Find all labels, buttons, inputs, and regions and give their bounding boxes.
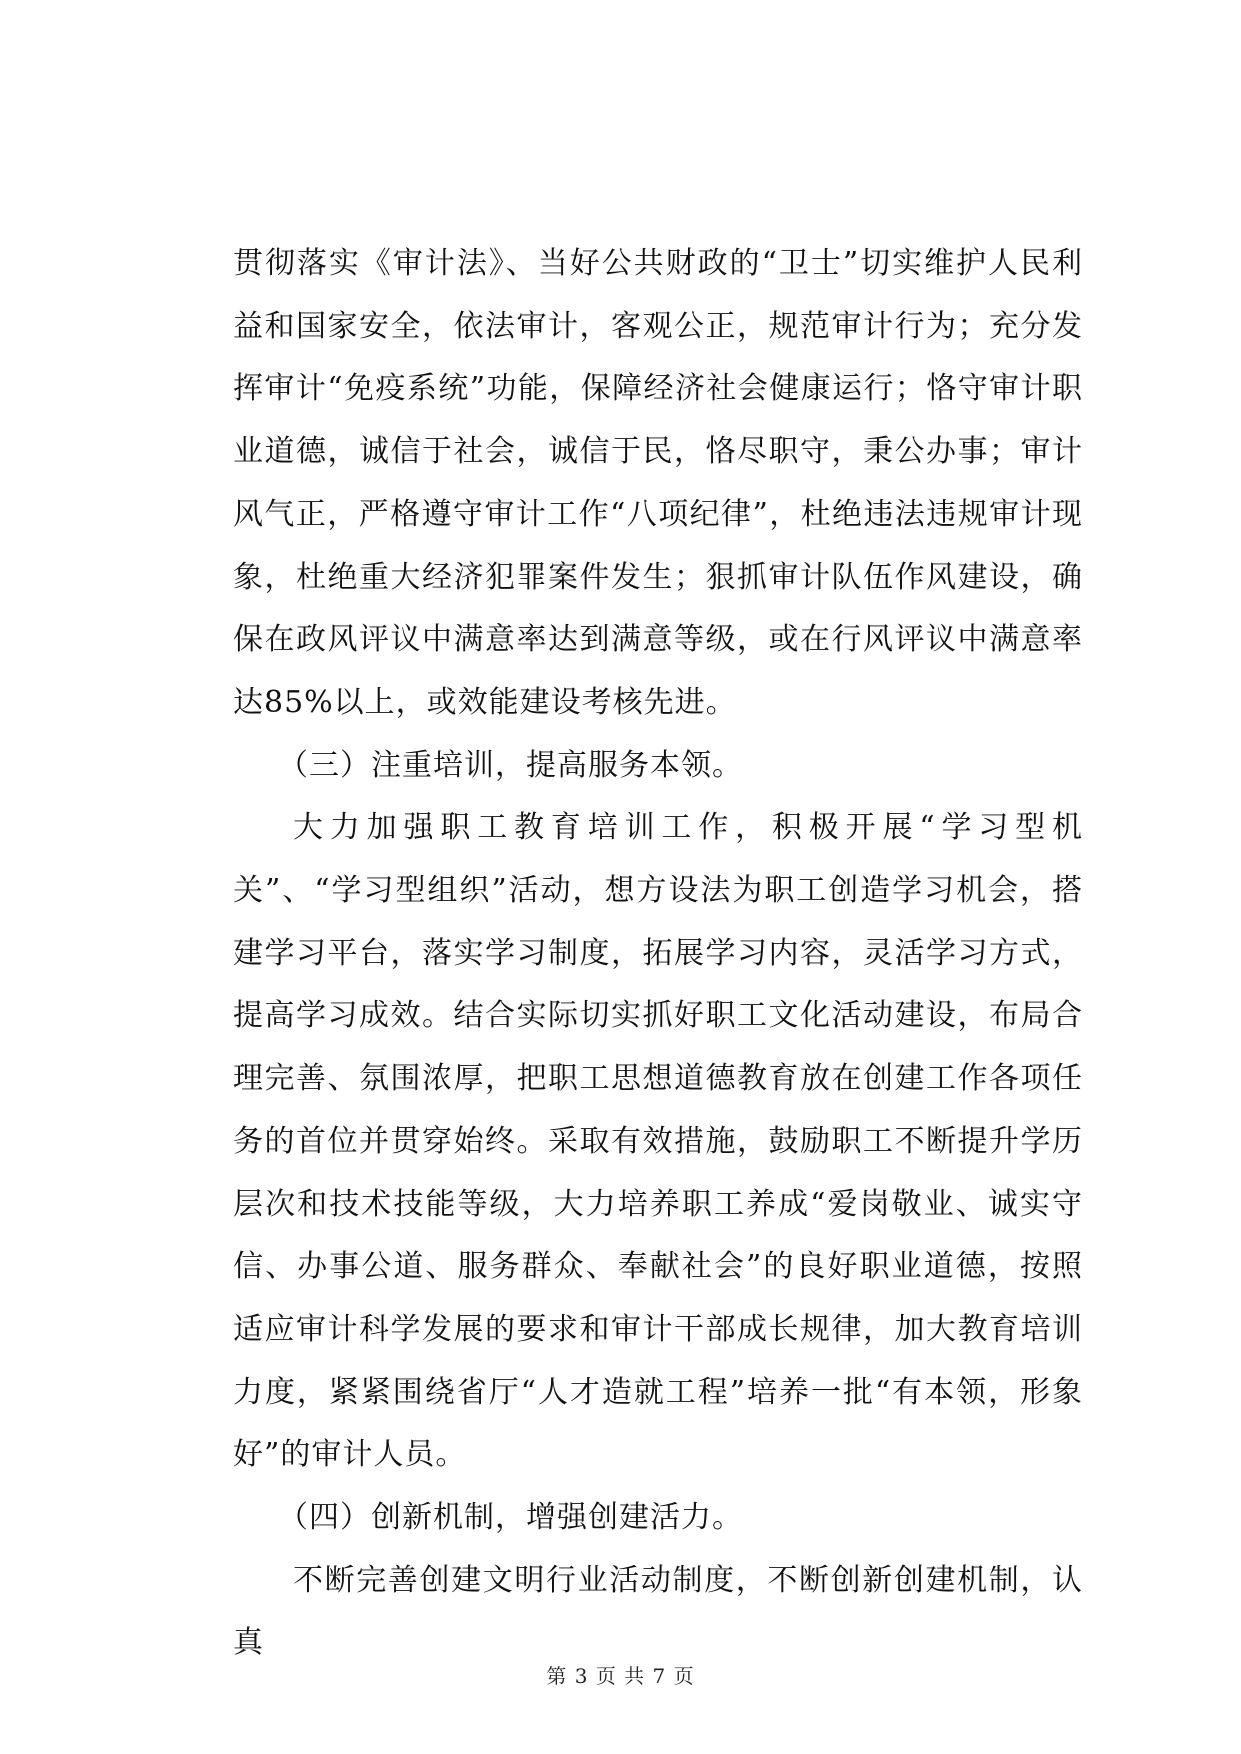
body-paragraph-2: 大力加强职工教育培训工作，积极开展“学习型机关”、“学习型组织”活动，想方设法为职工创造学习机会，搭建学习平台，落实学习制度，拓展学习内容，灵活学习方式，提高学习成效。结合实际切实抓好职工文化活动建设，布局合理完善、氛围浓厚，把职工思想道德教育放在创建工作各项任务的首位并贯穿始终。采取有效措施，鼓励职工不断提升学历层次和技术技能等级，大力培养职工养成“爱岗敬业、诚实守信、办事公道、服务群众、奉献社会”的良好职业道德，按照适应审计科学发展的要求和审计干部成长规律，加大教育培训力度，紧紧围绕省厅“人才造就工程”培养一批“有本领，形象好”的审计人员。 — [233, 810, 1083, 1473]
body-paragraph-3: 不断完善创建文明行业活动制度，不断创新创建机制，认真 — [233, 1562, 1083, 1661]
section-heading-3: （三）注重培训，提高服务本领。 — [278, 747, 743, 783]
page-number-footer: 第 3 页 共 7 页 — [546, 1664, 695, 1688]
body-paragraph-1: 贯彻落实《审计法》、当好公共财政的“卫士”切实维护人民利益和国家安全，依法审计，客观公正，规范审计行为；充分发挥审计“免疫系统”功能，保障经济社会健康运行；恪守审计职业道德，诚信于社会，诚信于民，恪尽职守，秉公办事；审计风气正，严格遵守审计工作“八项纪律”，杜绝违法违规审计现象，杜绝重大经济犯罪案件发生；狠抓审计队伍作风建设，确保在政风评议中满意率达到满意等级，或在行风评议中满意率达85%以上，或效能建设考核先进。 — [233, 246, 1083, 720]
section-heading-4: （四）创新机制，增强创建活力。 — [278, 1500, 743, 1536]
document-body — [233, 233, 1083, 1675]
